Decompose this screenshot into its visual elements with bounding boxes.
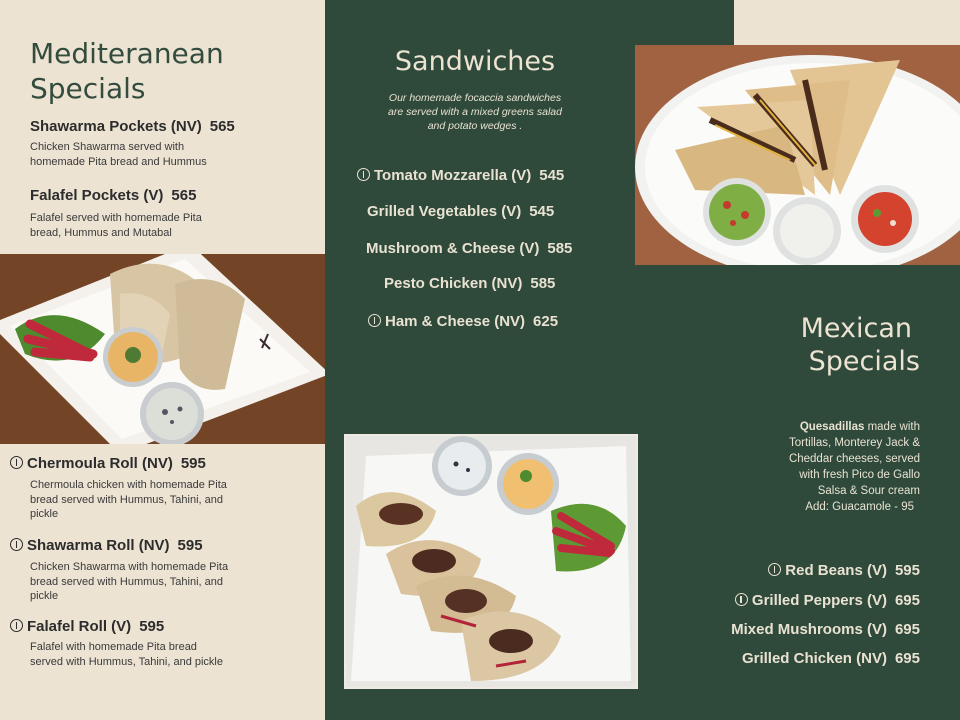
item-name: Grilled Vegetables (V)	[367, 203, 522, 220]
quesadilla-plate-photo	[635, 45, 960, 265]
menu-item-chermoula-roll	[10, 455, 206, 472]
menu-item-tomato-mozzarella	[357, 167, 564, 184]
menu-item-pesto-chicken	[384, 275, 555, 292]
menu-item-shawarma-roll	[10, 537, 203, 554]
item-price: 595	[139, 618, 165, 635]
veg-chef-icon	[10, 619, 23, 632]
falafel-plate-photo	[344, 434, 638, 689]
sandwiches-title: Sandwiches	[394, 46, 556, 77]
menu-item-mixed-mushrooms	[731, 621, 920, 638]
item-name: Ham & Cheese (NV)	[385, 313, 526, 330]
item-name: Falafel Pockets (V)	[30, 187, 164, 204]
menu-item-red-beans	[768, 562, 920, 579]
item-description: Chicken Shawarma served with homemade Pita bread and Hummus	[30, 141, 207, 168]
mediterranean-title: Mediteranean Specials	[30, 37, 224, 105]
menu-item-ham-cheese	[368, 313, 558, 330]
item-name: Grilled Chicken (NV)	[741, 650, 887, 667]
item-name: Pesto Chicken (NV)	[384, 275, 523, 292]
item-price: 565	[171, 187, 197, 204]
item-description: Falafel served with homemade Pita bread, Hummus and Mutabal	[30, 212, 202, 239]
item-description: Chicken Shawarma with homemade Pita bread served with Hummus, Tahini, and pickle	[30, 561, 229, 602]
menu-item-grilled-chicken	[742, 650, 920, 667]
item-price: 695	[894, 621, 920, 638]
item-description: Chermoula chicken with homemade Pita bread served with Hummus, Tahini, and pickle	[30, 479, 227, 520]
menu-item-grilled-peppers	[735, 592, 920, 609]
item-name: Mixed Mushrooms (V)	[731, 621, 887, 638]
item-price: 695	[894, 592, 920, 609]
item-price: 585	[547, 240, 573, 257]
item-description: Falafel with homemade Pita bread served with Hummus, Tahini, and pickle	[30, 641, 223, 668]
menu-item-falafel-pockets	[30, 187, 196, 204]
item-price: 565	[209, 118, 235, 135]
item-price: 695	[894, 650, 920, 667]
item-name: Tomato Mozzarella (V)	[374, 167, 532, 184]
item-price: 595	[180, 455, 206, 472]
item-name: Red Beans (V)	[785, 562, 887, 579]
veg-chef-icon	[10, 456, 23, 469]
shawarma-platter-photo	[0, 254, 325, 444]
mexican-title: Mexican Specials	[800, 313, 920, 377]
veg-chef-icon	[368, 314, 381, 327]
menu-item-mushroom-cheese	[366, 240, 572, 257]
item-name: Falafel Roll (V)	[27, 618, 132, 635]
item-price: 595	[177, 537, 203, 554]
veg-chef-icon	[735, 593, 748, 606]
item-price: 595	[894, 562, 920, 579]
veg-chef-icon	[10, 538, 23, 551]
item-price: 585	[530, 275, 556, 292]
top-right-cream-corner	[734, 0, 960, 45]
veg-chef-icon	[768, 563, 781, 576]
menu-item-grilled-vegetables	[367, 203, 554, 220]
item-name: Shawarma Pockets (NV)	[30, 118, 202, 135]
veg-chef-icon	[357, 168, 370, 181]
item-price: 545	[529, 203, 555, 220]
menu-item-falafel-roll	[10, 618, 164, 635]
item-name: Chermoula Roll (NV)	[27, 455, 173, 472]
item-price: 625	[533, 313, 559, 330]
item-name: Mushroom & Cheese (V)	[366, 240, 540, 257]
item-name: Shawarma Roll (NV)	[27, 537, 170, 554]
quesadillas-description: Quesadillas made with Tortillas, Monterey Jack & Cheddar cheeses, served with fresh Pico de Gallo Salsa & Sour cream Add: Guacamole - 95	[788, 421, 920, 513]
item-price: 545	[539, 167, 565, 184]
sandwiches-subtitle: Our homemade focaccia sandwiches are served with a mixed greens salad and potato wedges .	[388, 92, 562, 132]
item-name: Grilled Peppers (V)	[751, 592, 887, 609]
menu-item-shawarma-pockets	[30, 118, 235, 135]
